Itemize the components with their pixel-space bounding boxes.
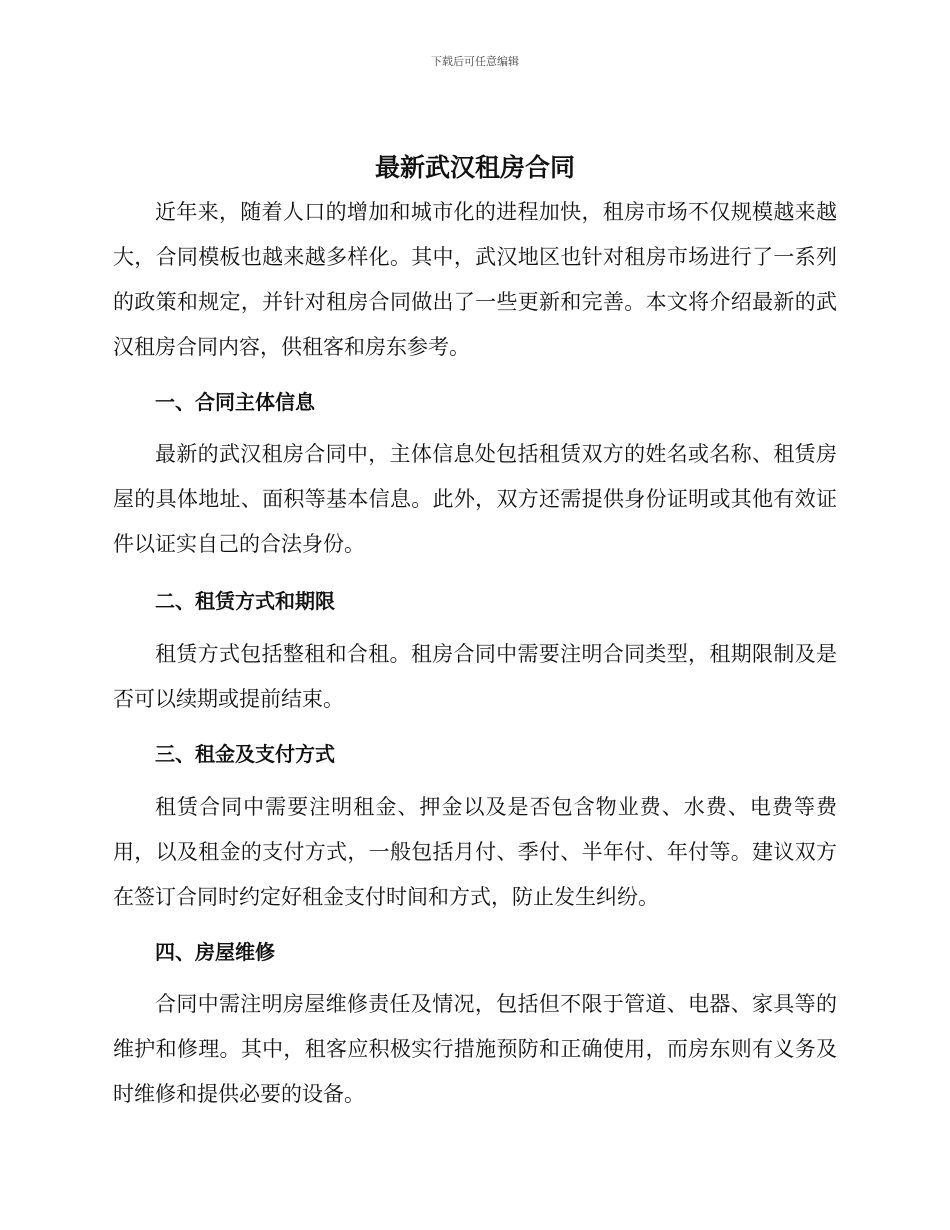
document-title: 最新武汉租房合同 xyxy=(374,153,575,182)
section-heading-4: 四、房屋维修 xyxy=(155,940,275,964)
section-heading-3: 三、租金及支付方式 xyxy=(155,742,335,766)
section-paragraph-1: 最新的武汉租房合同中，主体信息处包括租赁双方的姓名或名称、租赁房屋的具体地址、面积等基本信息。此外，双方还需提供身份证明或其他有效证件以证实自己的合法身份。 xyxy=(113,442,837,556)
intro-paragraph: 近年来，随着人口的增加和城市化的进程加快，租房市场不仅规模越来越大，合同模板也越来越多样化。其中，武汉地区也针对租房市场进行了一系列的政策和规定，并针对租房合同做出了一些更新和完善。本文将介绍最新的武汉租房合同内容，供租客和房东参考。 xyxy=(113,200,837,359)
section-heading-2: 二、租赁方式和期限 xyxy=(155,589,335,613)
section-paragraph-3: 租赁合同中需要注明租金、押金以及是否包含物业费、水费、电费等费用，以及租金的支付方式，一般包括月付、季付、半年付、年付等。建议双方在签订合同时约定好租金支付时间和方式，防止发生纠纷。 xyxy=(113,795,837,909)
section-heading-1: 一、合同主体信息 xyxy=(155,390,315,414)
section-paragraph-4: 合同中需注明房屋维修责任及情况，包括但不限于管道、电器、家具等的维护和修理。其中，租客应积极实行措施预防和正确使用，而房东则有义务及时维修和提供必要的设备。 xyxy=(113,992,837,1106)
section-paragraph-2: 租赁方式包括整租和合租。租房合同中需要注明合同类型，租期限制及是否可以续期或提前结束。 xyxy=(113,642,837,711)
header-note: 下载后可任意编辑 xyxy=(431,55,519,68)
